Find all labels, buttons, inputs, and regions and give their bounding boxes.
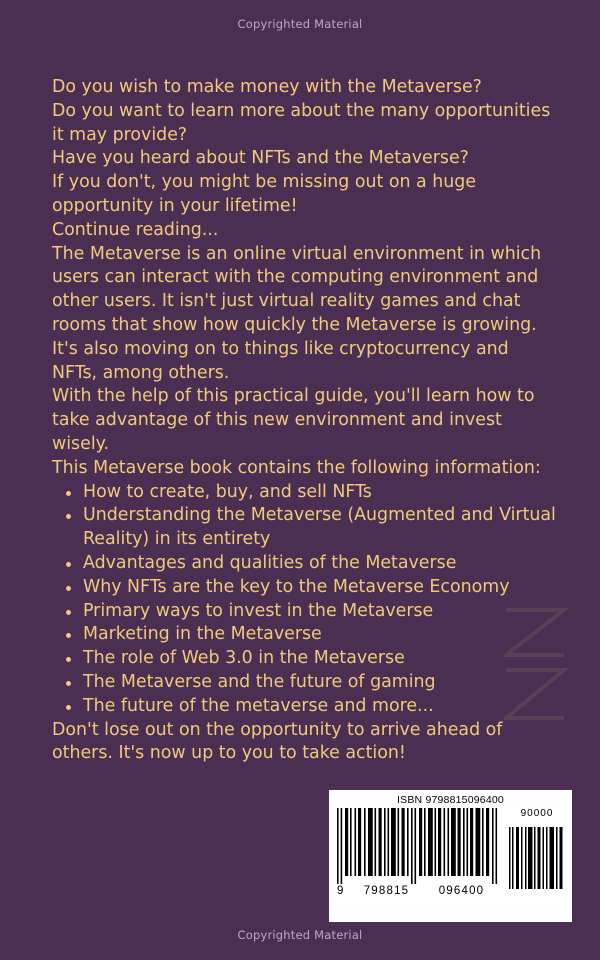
blurb-line-1: Do you wish to make money with the Metaverse? — [52, 77, 482, 97]
contents-bullet-list — [52, 481, 556, 719]
ean-right-group: 096400 — [438, 885, 485, 897]
ean13-digits — [335, 885, 501, 897]
barcode-row — [335, 808, 566, 897]
list-item: The Metaverse and the future of gaming — [52, 671, 556, 695]
main-barcode-group — [335, 808, 501, 897]
list-item: How to create, buy, and sell NFTs — [52, 481, 556, 505]
list-item: Advantages and qualities of the Metaverse — [52, 552, 556, 576]
list-item: Understanding the Metaverse (Augmented and Virtual Reality) in its entirety — [52, 504, 556, 552]
ean-lead-digit: 9 — [337, 885, 344, 897]
blurb-line-5: Continue reading... — [52, 219, 219, 240]
blurb-line-3: Have you heard about NFTs and the Metaverse? — [52, 148, 469, 169]
blurb-line-4: If you don't, you might be missing out on a huge opportunity in your lifetime! — [52, 172, 477, 216]
blurb-line-7: With the help of this practical guide, you'll learn how to take advantage of this new environment and invest wisely. — [52, 386, 535, 454]
isbn-barcode-block — [329, 790, 572, 922]
list-item: Marketing in the Metaverse — [52, 623, 556, 647]
addon-barcode-group — [508, 808, 566, 889]
copyright-watermark-bottom: Copyrighted Material — [237, 928, 363, 942]
back-cover-blurb — [52, 76, 556, 766]
list-item: The role of Web 3.0 in the Metaverse — [52, 647, 556, 671]
blurb-closing: Don't lose out on the opportunity to arrive ahead of others. It's now up to you to take action! — [52, 719, 503, 764]
list-item: Primary ways to invest in the Metaverse — [52, 600, 556, 624]
isbn-label: ISBN 9798815096400 — [397, 794, 504, 806]
blurb-line-6: The Metaverse is an online virtual environment in which users can interact with the computing environment and other users. It isn't just virtual reality games and chat rooms that show how quickly the Metaverse is growing. It's also moving on to things like cryptocurrency and NFTs, among others. — [52, 243, 542, 383]
list-item: The future of the metaverse and more... — [52, 695, 556, 719]
ean13-barcode-icon — [335, 808, 501, 884]
copyright-watermark-top: Copyrighted Material — [237, 17, 363, 31]
ean5-addon-barcode-icon — [508, 827, 566, 889]
ean-left-group: 798815 — [363, 885, 410, 897]
blurb-line-2: Do you want to learn more about the many opportunities it may provide? — [52, 100, 551, 145]
blurb-contents-heading: This Metaverse book contains the following information: — [52, 457, 541, 478]
list-item: Why NFTs are the key to the Metaverse Economy — [52, 576, 556, 600]
addon-digits: 90000 — [520, 808, 554, 819]
